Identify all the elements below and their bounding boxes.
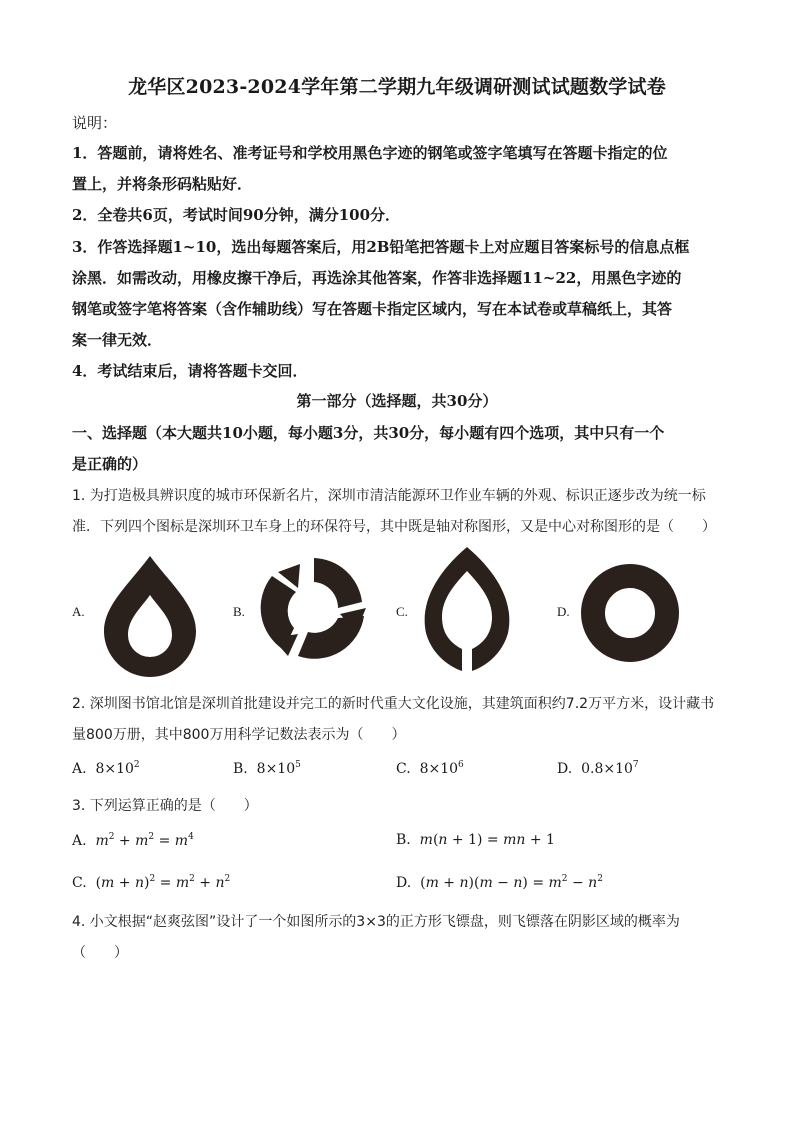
q1-option-d-label: D. [557, 604, 570, 619]
part1-heading: 第一部分（选择题，共30分） [296, 392, 498, 410]
leaf-outline-icon [418, 545, 516, 675]
instruction-3c: 钢笔或签字笔将答案（含作辅助线）写在答题卡指定区域内，写在本试卷或草稿纸上，其答 [72, 300, 673, 318]
section-heading-b: 是正确的） [72, 455, 148, 473]
instruction-1a: 1．答题前，请将姓名、准考证号和学校用黑色字迹的钢笔或签字笔填写在答题卡指定的位 [72, 144, 668, 162]
q1-stem-line2: 准．下列四个图标是深圳环卫车身上的环保符号，其中既是轴对称图形，又是中心对称图形的是（ ） [72, 519, 716, 535]
q2-option-d: D. $0.8\times 10^7$ [557, 760, 639, 777]
ring-icon [579, 562, 681, 664]
q3-option-a: A. $m^2 + m^2 = m^4$ [72, 832, 194, 849]
q3-option-d: D. $(m + n)(m - n) = m^2 - n^2$ [396, 874, 603, 891]
q1-option-c-label: C. [396, 604, 408, 619]
q1-stem-line1: 1. 为打造极具辨识度的城市环保新名片，深圳市清洁能源环卫作业车辆的外观、标识正逐步改为统一标 [72, 488, 706, 504]
q2-option-a: A. $8\times 10^2$ [72, 760, 140, 777]
q4-stem-line2: （ ） [72, 945, 128, 961]
instruction-4: 4．考试结束后，请将答题卡交回． [72, 362, 308, 380]
q2-stem-line1: 2. 深圳图书馆北馆是深圳首批建设并完工的新时代重大文化设施，其建筑面积约7.2万平方米，设计藏书 [72, 696, 715, 712]
q2-option-c: C. $8\times 10^6$ [396, 760, 464, 777]
instruction-1b: 置上，并将条形码粘贴好． [72, 175, 253, 193]
instructions-heading: 说明： [72, 114, 118, 132]
q3-stem: 3. 下列运算正确的是（ ） [72, 798, 258, 814]
q4-stem-line1: 4. 小文根据“赵爽弦图”设计了一个如图所示的3×3的正方形飞镖盘，则飞镖落在阴影区域的概率为 [72, 914, 680, 930]
instruction-3b: 涂黑．如需改动，用橡皮擦干净后，再选涂其他答案，作答非选择题11~22，用黑色字迹的 [72, 269, 682, 287]
instruction-3d: 案一律无效． [72, 331, 163, 349]
instruction-2: 2．全卷共6页，考试时间90分钟，满分100分． [72, 206, 401, 224]
q3-option-b: B. m(n + 1) = mn + 1 [396, 832, 555, 848]
q1-option-a-label: A. [72, 604, 85, 619]
droplet-ring-icon [100, 553, 200, 678]
q3-option-c: C. $(m + n)^2 = m^2 + n^2$ [72, 874, 231, 891]
recycle-swirl-icon [258, 552, 370, 664]
q2-stem-line2: 量800万册，其中800万用科学记数法表示为（ ） [72, 727, 406, 743]
q2-option-b: B. $8\times 10^5$ [233, 760, 301, 777]
instruction-3a: 3．作答选择题1~10，选出每题答案后，用2B铅笔把答题卡上对应题目答案标号的信息点框 [72, 238, 690, 256]
section-heading-a: 一、选择题（本大题共10小题，每小题3分，共30分，每小题有四个选项，其中只有一个 [72, 424, 665, 442]
page-title: 龙华区2023-2024学年第二学期九年级调研测试试题数学试卷 [128, 76, 666, 98]
q1-option-b-label: B. [233, 604, 245, 619]
